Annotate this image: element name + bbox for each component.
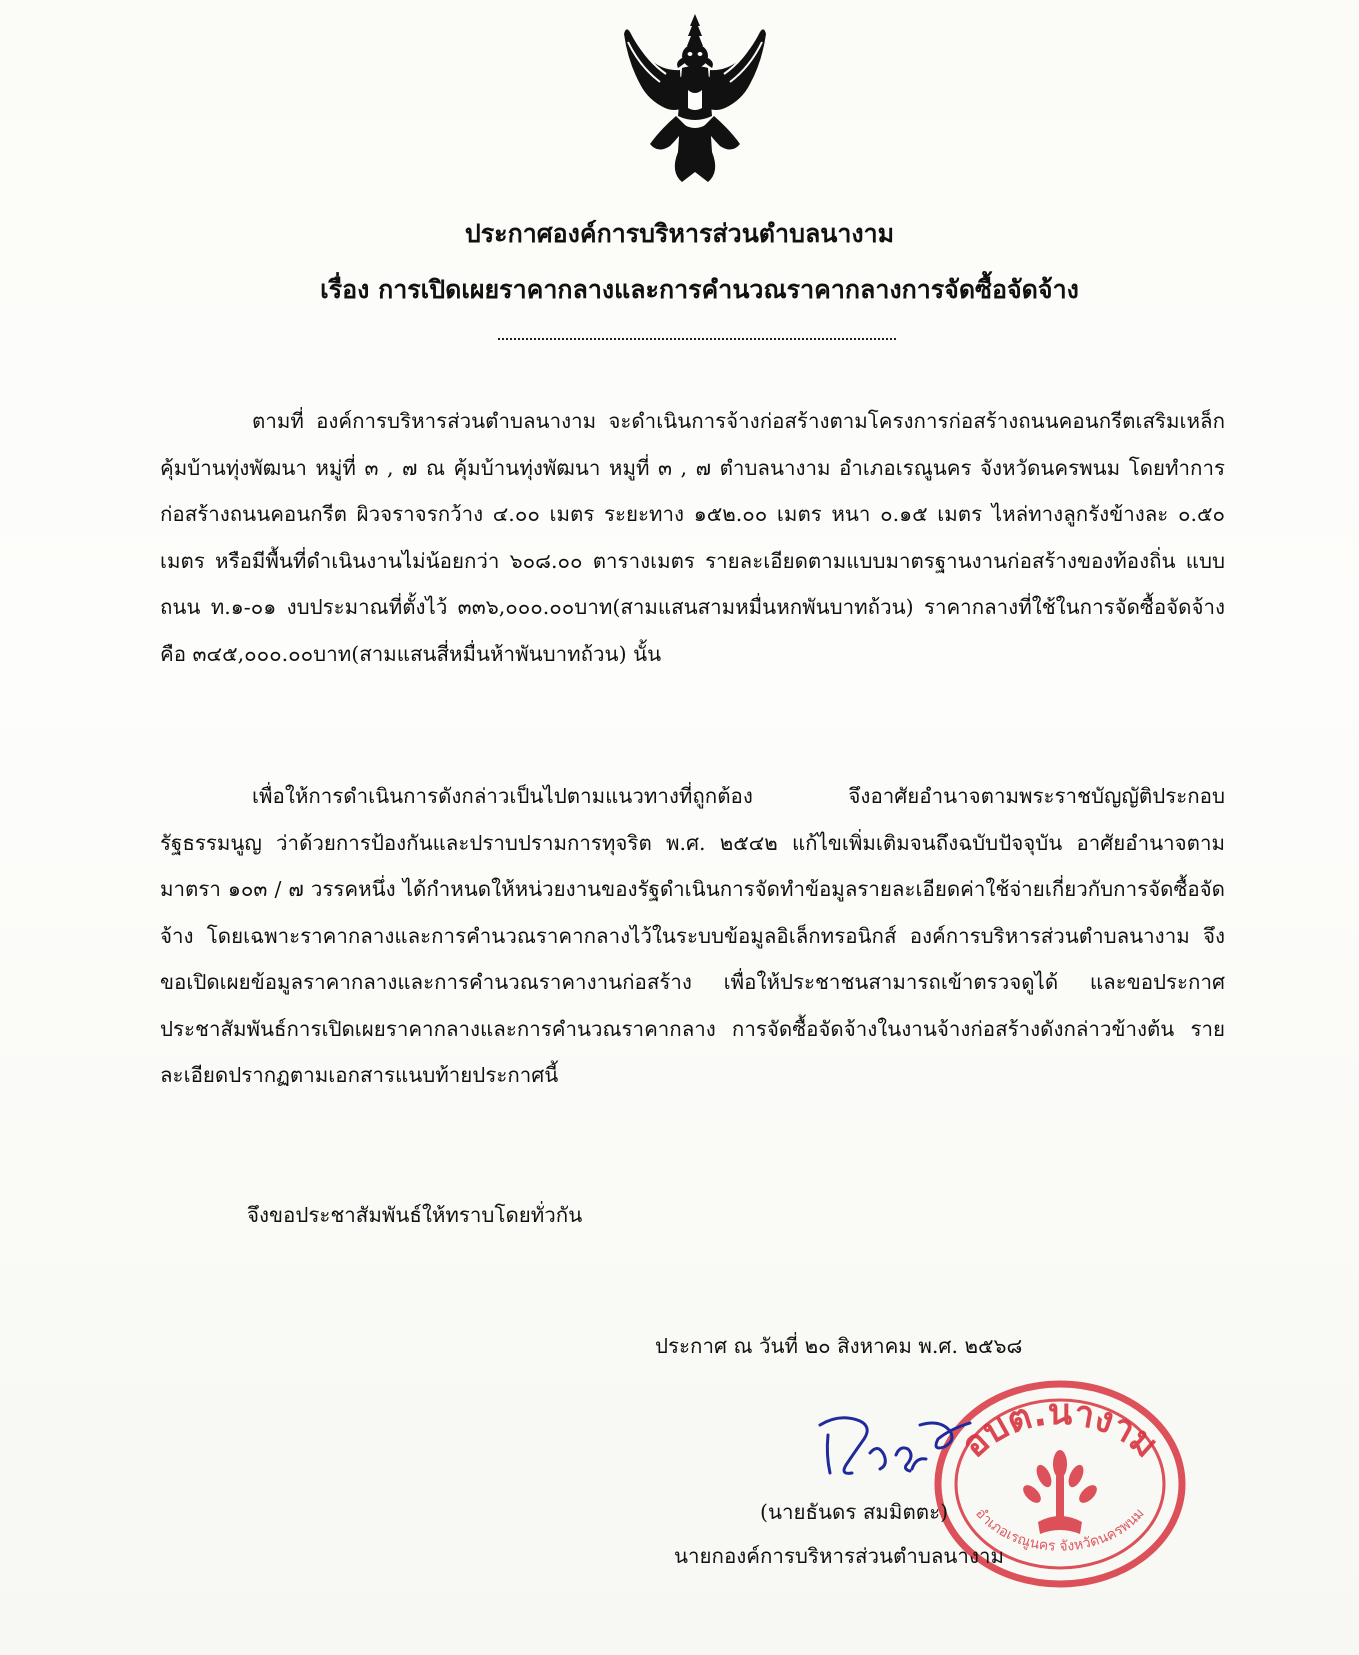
svg-text:อบต.นางาม: อบต.นางาม: [953, 1392, 1166, 1466]
announcement-date: ประกาศ ณ วันที่ ๒๐ สิงหาคม พ.ศ. ๒๕๖๘: [655, 1334, 1023, 1358]
body-paragraph-3: จึงขอประชาสัมพันธ์ให้ทราบโดยทั่วกัน: [247, 1203, 583, 1227]
signer-title: นายกองค์การบริหารส่วนตำบลนางาม: [674, 1544, 1004, 1568]
body-paragraph-1: ตามที่ องค์การบริหารส่วนตำบลนางาม จะดำเนินการจ้างก่อสร้างตามโครงการก่อสร้างถนนคอนกรีตเสริมเหล็ก คุ้มบ้านทุ่งพัฒนา หมู่ที่ ๓ , ๗ ณ คุ้มบ้านทุ่งพัฒนา หมูที่ ๓ , ๗ ตำบลนางาม อำเภอเรณูนคร จังหวัดนครพนม โดยทำการก่อสร้างถนนคอนกรีต ผิวจราจรกว้าง ๔.๐๐ เมตร ระยะทาง ๑๕๒.๐๐ เมตร หนา ๐.๑๕ เมตร ไหล่ทางลูกรังข้างละ ๐.๕๐ เมตร หรือมีพื้นที่ดำเนินงานไม่น้อยกว่า ๖๐๘.๐๐ ตารางเมตร รายละเอียดตามแบบมาตรฐานงานก่อสร้างของท้องถิ่น แบบถนน ท.๑-๐๑ งบประมาณที่ตั้งไว้ ๓๓๖,๐๐๐.๐๐บาท(สามแสนสามหมื่นหกพันบาทถ้วน) ราคากลางที่ใช้ในการจัดซื้อจัดจ้าง คือ ๓๔๕,๐๐๐.๐๐บาท(สามแสนสี่หมื่นห้าพันบาทถ้วน) นั้น: [160, 409, 1225, 666]
svg-text:อำเภอเรณูนคร จังหวัดนครพนม: อำเภอเรณูนคร จังหวัดนครพนม: [972, 1505, 1148, 1555]
announcement-title: ประกาศองค์การบริหารส่วนตำบลนางาม: [464, 219, 895, 248]
garuda-emblem-icon: [620, 12, 770, 184]
announcement-subject: เรื่อง การเปิดเผยราคากลางและการคำนวณราคากลางการจัดซื้อจัดจ้าง: [320, 275, 1079, 304]
dotted-divider: [498, 338, 896, 340]
body-paragraph-2: เพื่อให้การดำเนินการดังกล่าวเป็นไปตามแนวทางที่ถูกต้อง จึงอาศัยอำนาจตามพระราชบัญญัติประกอบรัฐธรรมนูญ ว่าด้วยการป้องกันและปราบปรามการทุจริต พ.ศ. ๒๕๔๒ แก้ไขเพิ่มเติมจนถึงฉบับปัจจุบัน อาศัยอำนาจตามมาตรา ๑๐๓ / ๗ วรรคหนึ่ง ได้กำหนดให้หน่วยงานของรัฐดำเนินการจัดทำข้อมูลรายละเอียดค่าใช้จ่ายเกี่ยวกับการจัดซื้อจัดจ้าง โดยเฉพาะราคากลางและการคำนวณราคากลางไว้ในระบบข้อมูลอิเล็กทรอนิกส์ องค์การบริหารส่วนตำบลนางาม จึงขอเปิดเผยข้อมูลราคากลางและการคำนวณราคางานก่อสร้าง เพื่อให้ประชาชนสามารถเข้าตรวจดูได้ และขอประกาศประชาสัมพันธ์การเปิดเผยราคากลางและการคำนวณราคากลาง การจัดซื้อจัดจ้างในงานจ้างก่อสร้างดังกล่าวข้างต้น รายละเอียดปรากฏตามเอกสารแนบท้ายประกาศนี้: [160, 784, 1225, 1087]
signer-name: (นายธันดร สมมิตตะ): [760, 1500, 949, 1524]
